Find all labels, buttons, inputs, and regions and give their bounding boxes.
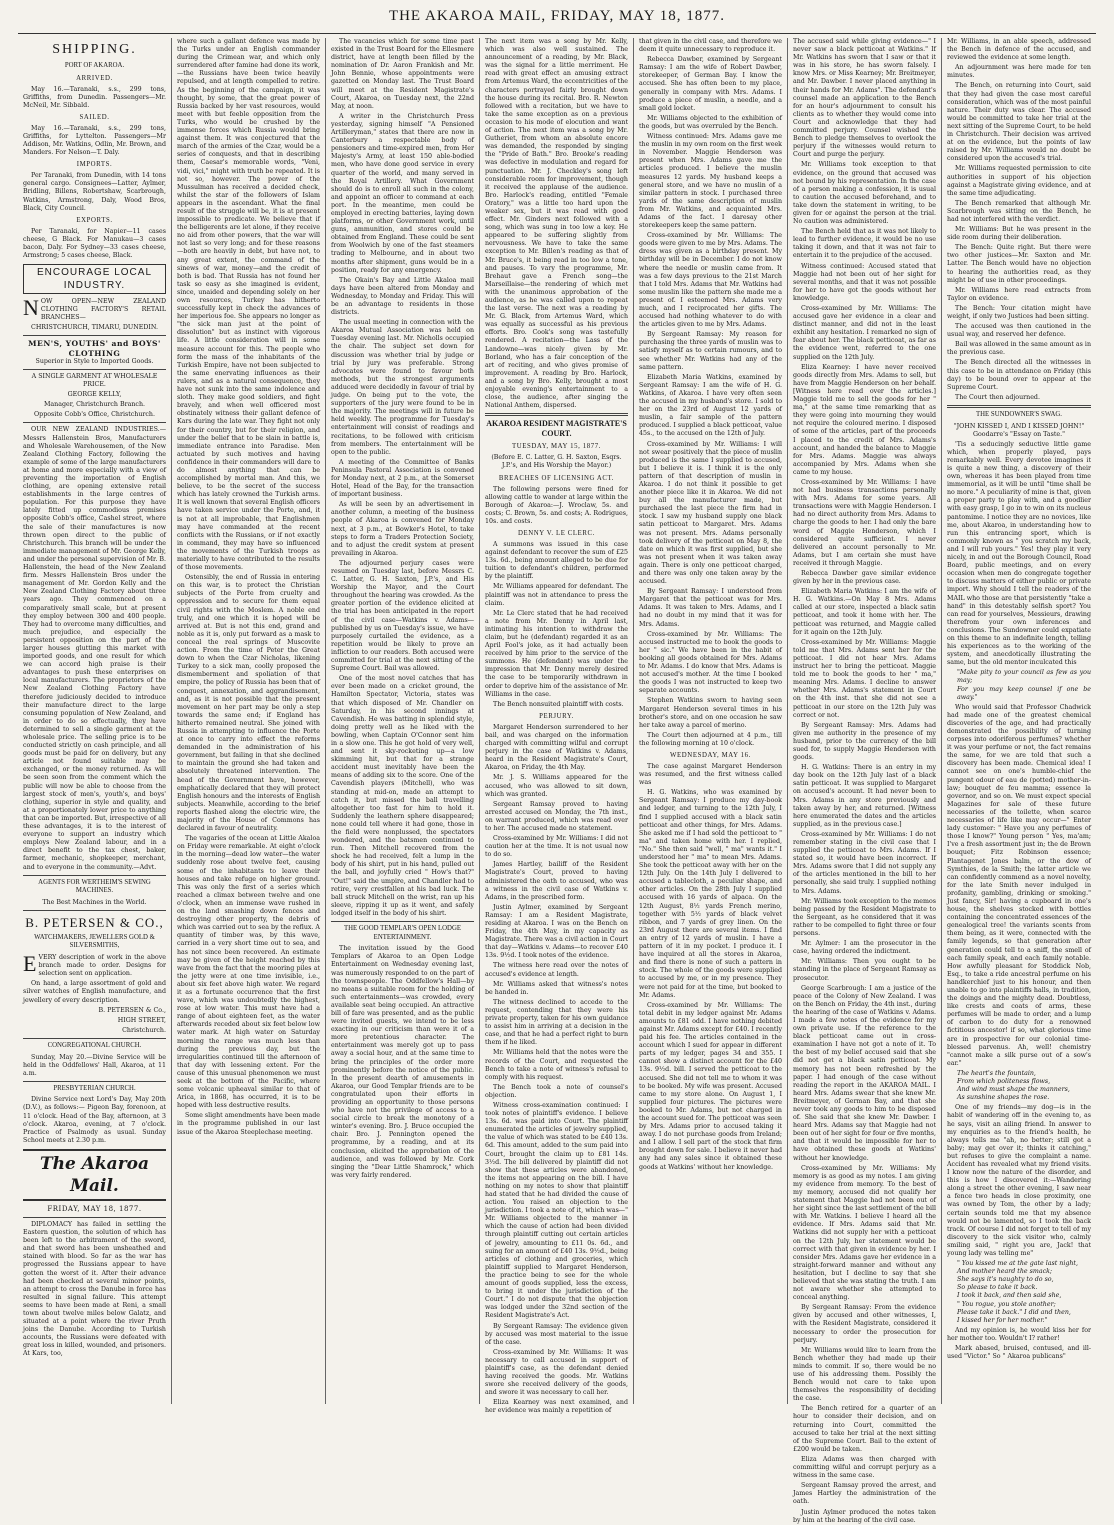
column-1 <box>18 38 172 1404</box>
poem-line: And wind must shape the manners, <box>957 1086 1070 1094</box>
court-text-5d: Witness continued: Mrs. Adams gave me the muslin in my own room on the first week in November. Maggie Henderson was present when Mrs. Adams gave me the articles produced. I believe the muslin measures 12 yards. My husband keeps a general store, and we have no muslin of a similar pattern in stock. I purchased three yards of the same description of muslin from Mr. Watkins, and acquainted Mrs. Adams of the fact. I daresay other storekeepers keep the same pattern. <box>639 133 782 230</box>
newspaper-columns <box>18 38 1096 1524</box>
arrived-heading: ARRIVED. <box>76 74 113 82</box>
court-text-r: Witness cross-examination continued: I took notes of plaintiff's evidence. I believe 13s. 6d. was paid into Court. The plaintiff enumerated the articles of jewelry supplied, the value of which was stated to be £40 13s. 6d. This amount, added to the sum paid into Court, brought the claim up to £81 14s. 3½d. The bill delivered by plaintiff did not show that these articles were abandoned, the items not appearing on the bill. I have nothing on my notes to show that plaintiff had stated that he had divided the cause of action. You raised an objection to the jurisdiction. I took a note of it, which was—" Mr. Williams objected to the manner in which the cause of action had been divided through plaintiff cutting out certain articles of jewelry, amounting to £11 0s. 6d., and suing for an amount of £40 13s. 9½d., being articles of clothing and groceries, which plaintiff supplied to Margaret Henderson, the practice being to see for the whole amount of goods supplied, less the excess, to bring it under the jurisdiction of the Court." I do not dispute that the objection was lodged under the 32nd section of the Resident Magistrate's Act. <box>485 1101 628 1320</box>
every-description-ad <box>23 951 166 978</box>
court-text-f: The Bench nonsuited plaintiff with costs. <box>493 700 624 708</box>
poem-line: " You kissed me at the gate last night, <box>957 1260 1078 1268</box>
court-text-5j: Cross-examined by Mr. Williams: The accused instructed me to book the goods to her " sic." We have been in the habit of booking all goods obtained for Mrs. Adams to Mr. Adams. I do know that Mrs. Adams is not accused's mother. At the time I booked the goods I was not instructed to keep two separate accounts. <box>639 630 782 695</box>
hand-text: On hand, a large assortment of gold and silver watches of English manufacture, and jewellery of every description. <box>23 980 166 1004</box>
court-text-7a: Mr. Williams, in an able speech, addressed the Bench in defence of the accused, and reviewed the evidence at some length. <box>947 38 1091 62</box>
industries-text: OUR NEW ZEALAND INDUSTRIES.—Messrs Hallenstein Bros, Manufacturers and Wholesale Warehousemen, of the New Zealand Clothing Factory, following the example of some of the large manufacturers at home and more especially with a view of preventing the importation of English clothing, are opening extensive retail establishments in the large centres of population. For this purpose they have lately fitted up commodious premises opposite Cobb's office, Cashel street, where the sale of their manufactures is now thrown open direct to the public of Christchurch. This branch will be under the immediate management of Mr. George Kelly, and under the personal supervision of Mr. B. Hallenstein, the head of the New Zealand firm. Messrs Hallenstein Bros under the management of Mr. Gordon Kelly and the New Zealand Clothing Factory about three years ago. They commenced on a comparatively small scale, but at present they employ between 300 and 400 people. They had to overcome many difficulties, and much prejudice, and especially the persistent opposition on the part of the larger houses glutting this market with imported goods, and one result for which we can accord high praise is their advantages to push these enterprises on local manufacturers. The proprietors of the New Zealand Clothing Factory have therefore judiciously decided to introduce their manufacture direct to the large consuming population of New Zealand, and in order to do so effectually, they have determined to sell a single garment at the wholesale price. The selling price is to be conducted strictly on cash principle, and all goods must be paid for on delivery, but any article not found suitable may be exchanged, or the money returned. As will be seen soon from the comment which the public will now be able to choose from the largest stock of men's, youth's, and boys' clothing, superior in style and quality, and at a proportionately lower price to anything that can be imported. But, irrespective of all these advantages, it is to the interest of everyone to support an industry which employs New Zealand labour, and in a direct benefit to the tax chest, baker, farmer, mechanic, shopkeeper, merchant, and to everyone in the community.—Advt. <box>23 426 166 871</box>
court-text-b: The following persons were fined for allowing cattle to wander at large within the Borough of Akaroa:—J. Wroclaw, 5s. and costs; C. Brown, 5s. and costs; A. Rodrigues, 10s. and costs. <box>485 485 628 525</box>
divider <box>23 422 166 423</box>
court-text-6w: Sergeant Ramsay proved the arrest, and James Hartley the administration of the oath. <box>793 1482 936 1506</box>
court-text-6l: H. G. Watkins: There is an entry in my day book on the 12th July last of a black satin petticoat. It was supplied to Margaret on accused's account. It had never been to Mrs. Adams in any store previously and taken away by her, and returned. [Witness here enumerated the dates and the articles supplied, as in the previous case.] <box>793 764 936 828</box>
court-text-6m: Cross-examined by Mr. Williams: I do not remember stating in the civil case that I supplied the petticoat to Mrs. Adams. If I stated so, it would have been incorrect. If Mrs. Adams swore that I did not supply any of the articles mentioned in the bill to her personally, she said truly. I supplied nothing to Mrs. Adams. <box>793 830 936 895</box>
poem-line: I kissed her for her mother." <box>957 1316 1048 1324</box>
divider <box>485 413 628 416</box>
exports-text: Per Taranaki, for Napier—11 cases cheese, G Black. For Manukau—3 cases bacon, Daly. For Sydney—33 cases cheese, Armstrong; 5 cases cheese, Black. <box>23 227 166 259</box>
divider <box>331 921 474 922</box>
port-heading: PORT OF AKAROA. <box>64 62 125 69</box>
divider <box>947 405 1091 408</box>
court-text-6c: The Bench held that as it was not likely to lead to further evidence, it would be no use taking it down, and that it was not fair to entertain it to the prejudice of the accused. <box>793 228 936 260</box>
presbyterian-text: Divine Service next Lord's Day, May 20th (D.V.), as follows:— Pigeon Bay, forenoon, at 11 o'clock. Head of the Bay, afternoon, at 3 o'clock. Akaroa, evening, at 7 o'clock. Practice of Psalmody as usual. Sunday School meets at 2.30 p.m. <box>23 1096 166 1144</box>
court-text-5o: Cross-examined by Mr. Williams: The total debit in my ledger against Mr. Adams amounts to £81 odd. I have nothing debited against Mr. Adams except for £40. I recently paid his fee. The articles contained in the account which I sued for appear in different parts of my ledger, pages 34 and 355. I cannot show a distinct account for the £40 13s. 9½d. bill. I served the petticoat to the accused. She did not tell me to whom it was to be booked. My wife was present. Accused came to my store alone. On August 1, I supplied four pictures. The pictures were booked to Mr. Adams, but not charged in the account sued for. The petticoat was seen by Mrs. Adams prior to accused taking it away. I do not purchase goods from Ireland; and I allow. I sell part of the stock that firm brought down for sale. I believe it never had any had any sales since it obtained these goods at Watkins' without her knowledge. <box>639 1001 782 1171</box>
court-text-l: Justin Aylmer, examined by Sergeant Ramsay: I am a Resident Magistrate, residing at Akaroa. I was on the Bench on Friday, the 4th May, in my capacity as Magistrate. There was a civil action in Court that day—Watkins v. Adams—to recover £40 13s. 9½d. I took notes of the evidence. <box>485 903 628 960</box>
exports-heading: EXPORTS. <box>76 216 113 224</box>
paper-date: FRIDAY, MAY 18, 1877. <box>47 1204 142 1213</box>
court-text-6t: Mr. Williams would like to learn from the Bench whether they had made up their minds to commit. If so, there would be no use of his addressing them. Possibly the Bench would not care to take upon themselves the responsibility of deciding the case. <box>793 1346 936 1403</box>
court-text-5k: Stephen Watkins sworn to having seen Margaret Henderson several times in his brother's store, and on one occasion he saw her take away a parcel of merino. <box>639 697 782 729</box>
petersen-sub: WATCHMAKERS, JEWELLERS GOLD & SILVERSMITHS, <box>34 933 155 950</box>
court-text-6h: Rebecca Dawber gave similar evidence given by her in the previous case. <box>793 570 936 586</box>
entertainment-text: The next item was a song by Mr. Kelly, which was also well sustained. The announcement of a reading, by Mr. Black, was the signal for a little merriment. He read with great effect an amusing extract from Artemus Ward, the eccentricities of the characters portrayed fairly brought down the house during its recital. Bro. R. Newton followed with a recitation, but we have to take the same exception as on a previous occasion to his mode of elocution and want of action. The next item was a song by Mr. Gutheriet, from whom an absolute encore was demanded, the responded by singing the "Pride of Bath." Bro. Brooke's reading was defective in modulation and regard for punctuation. Mr. J. Checkley's song left considerable room for improvement, though it received the applause of the audience. Bro. Harlock's reading, entitled "Female Oratory," was a little too hard upon the weaker sex, but it was read with good effect. Mr. Ginders next followed with a song, which was sung in too low a key. He appeared to be suffering slightly from nervousness. We have to take the same exception to Mr. Billen's reading as that of Mr. Bruce's, it being read in too low a tone, and pauses. To vary the programme, Mr. Brehaut gave a French song—the Marseillaise—the rendering of which met with the unanimous approbation of the audience, as he was called upon to repeat the last verse. The next was a reading by Mr. G. Black, from Artemus Ward, which was equally as successful as his previous efforts. Bro. Cook's song was tastefully rendered. A recitation—the Lass of the Landowne—was nicely given by Mr. Borland, who has a fair conception of the art of reciting, and who gives promise of improvement. A reading by Bro. Harlock, and a song by Bro. Kelly, brought a most enjoyable evening's entertainment to a close, the audience, after singing the National Anthem, dispersed. <box>485 38 628 410</box>
court-text-6f: Eliza Kearney: I have never received goods directly from Mrs. Adams to sell, but have from Maggie Henderson on her behalf. [Witness here read over the articles.] Maggie told me to sell the goods for her " ma," at the same time remarking that as they were going into mourning they would not require the coloured merino. I disposed of some of the articles, part of the proceeds I placed to the credit of Mrs. Adams's account, and handed the balance to Maggie for Mrs. Adams. Maggie was always accompanied by Mrs. Adams when she came to my house. <box>793 363 936 476</box>
swag-text-q: And my opinion is, he would kiss her for her mother too. Wouldn't I? rather! <box>947 1326 1091 1342</box>
court-text-7j: The accused was then cautioned in the usual way, and reserved her defence. <box>947 323 1091 339</box>
poem-line: Please take it back." I did and then, <box>957 1308 1071 1316</box>
diplomacy-text: DIPLOMACY has failed in settling the Eastern question, the solution of which has been left to the arbitrament of the sword, and that sword has been unsheathed and stained with blood. So far as the war has progressed the Russians appear to have gotten the worst of it. After their advance had been checked at several minor points, an attempt to cross the Danube in force has resulted in signal failure. This attempt seems to have been made at Reni, a small town about twelve miles below Galatz, and situated at a point where the river Pruth joins the Danube. According to Turkish accounts, the Russians were defeated with great loss in killed, wounded, and prisoners. At Kars, too, <box>23 1220 166 1358</box>
court-text-6x: Justin Aylmer produced the notes taken by him at the hearing of the civil case. <box>793 1508 936 1524</box>
manager-title: Manager, Christchurch Branch. <box>43 401 145 409</box>
every-dropcap: E <box>23 951 37 977</box>
masthead-title: THE AKAROA MAIL, FRIDAY, MAY 18, 1877. <box>388 8 726 24</box>
court-text-c: A summons was issued in this case against defendant to recover the sum of £25 13s. 6d., being amount alleged to be due for tuition to defendant's children, performed by the plaintiff. <box>485 540 628 581</box>
agents-heading: AGENTS FOR WERTHEIM'S SEWING MACHINES. <box>38 878 151 895</box>
paper-title: The Akaroa Mail. <box>23 1149 166 1201</box>
court-text-6n: Mr. Williams took exception to the memos being passed by the Resident Magistrate to the Sergeant, as he considered that it was rather to be compelled to fight three or four persons. <box>793 897 936 938</box>
court-text-7m: The Court then adjourned. <box>955 393 1040 401</box>
court-text-t: Cross-examined by Mr. Williams: It was necessary to call accused in support of plaintiff's case, as the defendant denied having received the goods. Mr. Watkins swore she received delivery of the goods, and swore it was necessary to call her. <box>485 1348 628 1397</box>
court-text-7i: The Bench: Your citation might have weight, if only two Justices had been sitting. <box>947 304 1091 320</box>
court-text-5h: Cross-examined by Mr. Williams: I will not swear positively that the piece of muslin produced is the same I supplied to accused, but I believe it is. I think it is the only pattern of that description of muslin in Akaroa. I do not think it possible to get another piece like it in Akaroa. We did not buy all the manufacturer made, but purchased the last piece the firm had in stock. I saw my husband supply one black satin petticoat to Margaret. Mrs. Adams was not present. Mrs. Adams personally took delivery of the petticoat on May 8, the date on which it was first supplied, but she was not present when it was taken away again. There is only one petticoat charged, and there was only one taken away by the accused. <box>639 440 782 586</box>
divider <box>23 1081 166 1082</box>
arrived-text: May 16.—Taranaki, s.s., 299 tons, Griffiths, from Dunedin. Passengers—Mr. McNeil, Mr. Sibbald. <box>23 85 166 109</box>
court-text-6g: Cross-examined by Mr. Williams: I have not had business transactions personally with Mrs. Adams for some years. All transactions were with Maggie Henderson. I had no direct authority from Mrs. Adams to charge the goods to her. I had only the bare word of Maggie Henderson, which I considered quite sufficient. I never delivered an account personally to Mr. Adams, but I am certain she must have received it through Maggie. <box>793 478 936 567</box>
traders-society-text: As will be seen by an advertisement in another column, a meeting of the business people of Akaroa is convened for Monday next, at 3 p.m., at Bowker's Hotel, to take steps to form a Traders Protection Society, and to adjust the credit system at present prevailing in Akaroa. <box>331 501 474 557</box>
opposite-line: Opposite Cobb's Office, Christchurch. <box>34 411 155 419</box>
poem-b <box>947 1070 1091 1102</box>
branches-line: CHRISTCHURCH, TIMARU, DUNEDIN. <box>31 324 158 332</box>
wholesale-line: A SINGLE GARMENT AT WHOLESALE PRICE. <box>31 372 158 389</box>
shipping-heading: SHIPPING. <box>52 42 137 57</box>
superior-line: Superior in Style to Imported Goods. <box>35 357 154 365</box>
column-3 <box>326 38 480 1404</box>
court-text-k: James Hartley, bailiff of the Resident Magistrate's Court, proved to having administered the oath to accused, who was a witness in the civil case of Watkins v. Adams, in the prescribed form. <box>485 861 628 901</box>
court-text-h: Mr. J. S. Williams appeared for the accused, who was allowed to sit down, which was granted. <box>485 774 628 798</box>
poem-line: From which politeness flows, <box>957 1078 1051 1086</box>
swag-text-r: Mark abased, bruised, contused, and ill-used "Victor." So " Akaroa publicans" <box>947 1345 1091 1361</box>
court-heading: AKAROA RESIDENT MAGISTRATE'S COURT. <box>486 419 627 439</box>
court-text-5n: H. G. Watkins, who was examined by Sergeant Ramsay: I produce my day-book and ledger, and turning to the 12th July, I find I supplied accused with a black satin petticoat and other things, for Mrs. Adams. She asked me if I had sold the petticoat to " ma" and taken home with her. I replied, "No." She then said "well, " ma" wants it." I understood her " ma" to mean Mrs. Adams. She took the petticoat away with her on the 12th July. On the 14th July I delivered to accused a tablecloth, a peculiar shape, and other articles. On the 28th July I supplied accused with 16 yards of alpaca. On the 12th August, 8½ yards French merino, together with 5½ yards of black velvet ribbon, and 7 yards of grey linen. On the 23rd August there are several items. I find an entry of 12 yards of muslin. I have a pattern of it in my pocket. I produce it. I have inquired at all the stores in Akaroa, and find there is none of such a pattern in stock. The whole of the goods were supplied to accused by me, or in my presence. They were not paid for at the time, but booked to Mr. Adams. <box>639 789 782 999</box>
poem-line: The heart's the fountain, <box>957 1069 1036 1077</box>
court-text-7b: An adjournment was here made for ten minutes. <box>947 64 1091 80</box>
masthead <box>0 0 1114 34</box>
court-text-5a: that given in the civil case, and therefore we deem it quite unnecessary to reproduce it. <box>639 38 782 54</box>
court-text-6b: Mr. Williams took exception to that evidence, on the ground that accused was not bound by his representation. In the case of a person making a confession, it is usual to caution the accused beforehand, and to take down the statement in writing, to be given for or against the person at the trial. No caution was administered. <box>793 161 936 226</box>
divider <box>23 1038 166 1039</box>
court-text-j: Cross-examined by Mr. Williams: I did not caution her at the time. It is not usual now to do so. <box>485 835 628 859</box>
agents-sub: The Best Machines in the World. <box>42 898 147 906</box>
swag-text-n: 'Tis a seducingly seductive little game which, when properly played, pays remarkably well. Every devotee imagines it is quite a new thing, a discovery of their own, whereas it has been played from time immemorial, as it will be until "time shall be no more." A peculiarity of mine is that, given a proper party to play with, and a goodlier with easy grasp, I go in to win on its nucleus pantomime. I notice they are no novices, like me, about Akaroa, in understanding how to run this entrancing sport, which is commonly known as " you scratch my back, and I will rub yours." Yes! they play it very nicely, in and out the Borough Council, Road Board, public meetings, and on every occasion when men do congregate together to discuss matters of either public or private import. Why should I tell the readers of the MAIL who those are that persistently "take a hand" in this detestably selfish sport? You can read for yourselves, Messieurs, drawing therefrom your own inferences and conclusions. The Sundowner could expatiate on this theme to an indefinite length, telling his experiences as to the working of the system, and anecdotically illustrating the same, but the old mentor inculcated this <box>947 440 1091 667</box>
court-text-7e: The Bench remarked that although Mr. Scarbrough was sitting on the Bench, he had not interfered with the verdict. <box>947 199 1091 223</box>
war-text-a: where such a gallant defence was made by the Turks under an English commander during the Crimean war, and which only surrendered after famine had done its work,—the Russians have been twice heavily repulsed, and at length compelled to retire. As the beginning of the campaign, it was thought, by some, that the great power of Russia backed by her vast resources, would meet with but feeble opposition from the Turks, who would be crushed by the immense forces which Russia would bring against them. It was conjectured that the march of the armies of the Czar, would be a series of conquests, and that in describing them, Caesar's memorable words, "Veni, vidi, vici," might with truth be repeated. It is not so, however. The power of the Mussulman has received a decided check, whilst the star of the followers of Islam appears in the ascendant. What the final result of the struggle will be, it is at present impossible to predicate. We believe that if the belligerents are let alone, if they receive no aid from other powers, that the war will not last so very long; and for these reasons—both are heavily in debt, but have not, to any great extent, the command of the sinews of war, money—and the credit of both is bad. That Russia has not found her task so easy as she imagined is evident, since, unaided and depending solely on her own resources, Turkey has hitherto successfully kept in check the advances of her imperious foe. She appears no longer as "the sick man just at the point of dissolution" but as instinct with vigorous life. A little consideration will in some measure account for this. The people who form the mass of the inhabitants of the Turkish Empire, have not been subjected to the same enervating influences as their rulers, and as a natural consequence, they have not sunk into the same indolence and sloth. They make good soldiers, and fight bravely, and when well officered most obstinately witness their gallant defence of Kars during the late war. They fight not only for their country, but for their religion, and under the belief that to be slain in battle is, immediate entrance into Paradise. Men actuated by such motives and having confidence in their commanders will dare to do almost anything that can be accomplished by mortal man. And this, we believe, to be the secret of the success which has lately crowned the Turkish arms. It is well known that several English officers have taken service under the Porte, and, it is not at all improbable, that Englishmen may have commanded at the recent conflicts with the Russians, or if not exactly in command, they may have so influenced the movements of the Turkish troops as materially to have contributed to the results of those movements. <box>177 38 320 572</box>
column-6 <box>788 38 942 1524</box>
now-open-ad <box>23 295 166 322</box>
breaches-heading: BREACHES OF LICENSING ACT. <box>498 474 615 482</box>
divider <box>23 910 166 911</box>
divider <box>23 369 166 370</box>
court-text-6j: Cross-examined by Mr. Williams: Maggie told me that Mrs. Adams sent her for the petticoat. I did not hear Mrs. Adams instruct her to bring the petticoat. Maggie told me to book the goods to her " ma," meaning Mrs. Adams. I decline to answer whether Mrs. Adams's statement in Court on the 4th inst. that she did not see a petticoat in our store on the 12th July was correct or not. <box>793 638 936 719</box>
manager-name: GEORGE KELLY, <box>67 391 122 399</box>
court-text-o: The witness declined to accede to the request, contending that they were his private property, taken for his own guidance to assist him in arriving at a decision in the case, and that he had a perfect right to burn them if he liked. <box>485 998 628 1047</box>
masthead-rule <box>18 33 1096 34</box>
court-text-6v: Eliza Adams was then charged with committing wilful and corrupt perjury as a witness in the same case. <box>793 1455 936 1480</box>
court-text-5l: The Court then adjourned at 4 p.m., till the following morning at 10 o'clock. <box>639 731 782 747</box>
denny-heading: DENNY V. LE CLERC. <box>518 529 595 537</box>
imports-heading: IMPORTS. <box>76 161 113 169</box>
poem-line: As sunshine shapes the rose. <box>957 1094 1050 1102</box>
poem-line: I took it back, and then said she, <box>957 1292 1062 1300</box>
column-4 <box>480 38 634 1415</box>
poem-a <box>947 669 1091 701</box>
court-text-6e: Cross-examined by Mr. Williams: The accused gave her evidence in a clear and distinct manner, and did not in the least exhibit any hesitation. I remarked no sign of fear about her. The black petticoat, as far as the evidence went, referred to the one supplied on the 12th July. <box>793 305 936 361</box>
court-text-6p: Mr. Williams: Then you ought to be standing in the place of Sergeant Ramsay as prosecutor. <box>793 958 936 982</box>
good-templars-heading: THE GOOD TEMPLAR'S OPEN LODGE ENTERTAINMENT. <box>343 925 462 941</box>
divider <box>23 1217 166 1218</box>
court-text-e: Mr. Le Clerc stated that he had received a note from Mr. Denny in April last, intimating his intention to withdraw the claim, but he (defendant) regarded it as an April Fool's joke, as it had actually been received by him prior to the service of the summons. He (defendant) was under the impression that Mr. Denny merely desired the case to be temporarily withdrawn in order to deprive him of the assistance of Mr. Williams in the case. <box>485 609 628 698</box>
court-text-7k: Bail was allowed in the same amount as in the previous case. <box>947 341 1091 357</box>
court-date: TUESDAY, MAY 15, 1877. <box>512 443 601 451</box>
artilleryman-text: A writer in the Christchurch Press yesterday, signing himself "A Pensioned Artilleryman," states that there are now in Canterbury a respectable body of pensioners and time-expired men, from Her Majesty's Army, at least 150 able-bodied men, who have done good service in every quarter of the world, and many served in the Royal Artillery. What Government should do is to enroll all such in the colony, and appoint an officer to command at each port. In the meantime, men could be employed in erecting batteries, laying down platforms, or other Government work, until guns, ammunition, and stores could be obtained from England. These could be sent from Woolwich by one of the fast steamers trading to Melbourne, and in about two months after shipment, guns would be in a position, ready for any emergency. <box>331 112 474 274</box>
petersen-heading: B. PETERSEN & CO., <box>25 914 164 930</box>
poem-line: "Make pity to your council as few as you may; <box>957 669 1091 685</box>
court-text-q: The Bench took a note of counsel's objection. <box>485 1083 628 1099</box>
court-text-i: Sergeant Ramsay proved to having arrested accused on Monday, the 7th inst., on warrant produced, which was read over to her. The accused made no statement. <box>485 800 628 832</box>
swag-sub: "JOHN KISSED I, AND I KISSED JOHN!" Goodarre's "Essay on Taste." <box>953 422 1085 438</box>
column-7 <box>942 38 1096 1404</box>
court-text-d: Mr. Williams appeared for defendant. The plaintiff was not in attendance to press the claim. <box>485 583 628 607</box>
congregational-heading: CONGREGATIONAL CHURCH. <box>47 1041 142 1049</box>
swag-heading: THE SUNDOWNER'S SWAG. <box>976 410 1062 418</box>
wednesday-heading: WEDNESDAY, MAY 16. <box>670 751 751 759</box>
petersen-sign: B. PETERSEN & Co., <box>98 1006 166 1014</box>
poem-line: So please to take it back. <box>957 1284 1038 1292</box>
court-text-5c: Mr. Williams objected to the exhibition of the goods, but was overruled by the Bench. <box>639 114 782 130</box>
mutual-association-text: The usual meeting in connection with the Akaroa Mutual Association was held on Tuesday evening last. Mr. Nicholls occupied the chair. The subject set down for discussion was whether trial by judge or trial by jury was preferable. Strong advocates were found to favour both methods, but the strongest arguments adduced were decidedly in favour of trial by judge. On being put to the vote, the supporters of the jury were found to be in the majority. The meetings will in future be held weekly. The programme for Tuesday's entertainment will consist of readings and recitations, to be followed with criticism from members. The entertainment will be open to the public. <box>331 319 474 456</box>
mail-days-text: The Okain's Bay and Little Akaloa mail days have been altered from Monday and Wednesday, to Monday and Friday. This will be an advantage to residents in those districts. <box>331 276 474 317</box>
court-text-6q: George Scarbrough: I am a justice of the peace of the Colony of New Zealand. I was on the Bench on Friday, the 4th inst., during the hearing of the case of Watkins v. Adams. I made a few notes of the evidence for my own private use. If the reference to the black petticoat came out in cross-examination I have not got a note of it. To the best of my belief accused said that she did not get a black satin petticoat. My memory has not been refreshed by the paper. I had enough of the case without reading the report in the AKAROA MAIL. I heard Mrs. Adams swear that she knew Mr. Breitmeyer, of German Bay, and that she never took any goods to him to be disposed of. She said that she knew Mr. Dawber. I heard Mrs. Adams say that Maggie had not been out of her sight for four or five months, and that it would be impossible for her to have obtained these goods at Watkins' without her knowledge. <box>793 984 936 1162</box>
court-text-5g: Elizabeth Maria Watkins, examined by Sergeant Ramsay: I am the wife of H. G. Watkins, of Akaroa. I have very often seen the accused in my husband's store. I sold to her on the 23rd of August 12 yards of muslin, a fair sample of the pattern produced. I supplied a black petticoat, value 45s., to the accused on the 12th of July. <box>639 373 782 438</box>
court-text-u: Eliza Kearney was next examined, and her evidence was mainly a repetition of <box>485 1399 628 1415</box>
now-open-text: OW OPEN—NEW ZEALAND CLOTHING FACTORY'S RETAIL BRANCHES— <box>40 298 166 322</box>
court-text-6u: The Bench retired for a quarter of an hour to consider their decision, and on returning into Court, committed the accused to take her trial at the next sitting of the Supreme Court. Bail to the extent of £200 would be taken. <box>793 1405 936 1453</box>
perjury-cases-text: The adjourned perjury cases were resumed on Tuesday last, before Messrs C. C. Latter, G. H. Saxton, J.P.'s, and His Worship the Mayor, and the Court throughout the hearing was crowded. As the greater portion of the evidence elicited at the trial has been anticipated in the report of the civil case—Watkins v. Adams—published by us on Tuesday's issue, we have purposely curtailed the evidence, as a repetition would be likely to prove an infliction to our readers. Both accused were committed for trial at the next sitting of the Supreme Court. Bail was allowed. <box>331 559 474 673</box>
court-text-5i: By Sergeant Ramsay: I understood from Margaret that the petticoat was for Mrs. Adams. It was taken to Mrs. Adams, and I had no doubt in my mind that it was for Mrs. Adams. <box>639 588 782 628</box>
court-text-7g: The Bench: Quite right. But there were two other justices—Mr. Saxton and Mr. Latter. The Bench would have no objection to hearing the authorities read, as they might be of use in other proceedings. <box>947 244 1091 284</box>
swag-text-o: Who would said that Professor Chadwick had made one of the greatest chemical discoveries of the age, and had practically demonstrated the possibility of turning corpses into odoriferous perfumes? whether it was your perfume or not, the fact remains the same, for we are told that such a discovery has been made. Chemical idea! I cannot see on one's humble-chief the pungent odour of eau de (potted) mother-in-law; bouquet de feu mamma; essence la governor, and so on. We must expect special Magazines for sale of these future necessaries of the toilette, when scarce necessaries of life like may occur—" Enter lady customer: " Have you any perfumes of those I know?" Young person " Yes, ma'am; I've a fresh assortment just in; the de Brown bouquet; Fitz Robinson essence; Plantagenet Jones balm, or the dow of Symthies, de la Smith; the latter article we can confidently commend as a novel novelty, for the late Smith never indulged in profanity, gambling, drinking or smoking." Just fancy, Sir! having a cupboard in one's house, the shelves stocked with bottles containing the concentrated essences of the genealogical tree! the variants scents from them being, as it were, connected with the family legends, so that generation after generation could tell to a sniff, the smell of each family speak, and each family notable. How awfully pleasant for Stoddick Nob, Esq., to take a ride ancestral perfume on his handkerchief just to his honour, and then unable to go into plaintiffs halls, in tradition, the doings and the mighty dead. Doubtless, like crests and coats of arms, these perfumes will be made to order, and a lump of carbon to do duty for a renowned fictitious ancestor! if so, what glorious time are in prospective for our colonial time-blessed parvenus. Ah, well! chemistry "cannot make a silk purse out of a sow's ear." <box>947 703 1091 1067</box>
pastoral-association-text: A meeting of the Committee of Banks Peninsula Pastoral Association is convened for Monday next, at 2 p.m., at the Somerset Hotel, Head of the Bay, for the transaction of important business. <box>331 458 474 499</box>
poem-c <box>947 1260 1091 1325</box>
court-text-7c: The Bench, on returning into Court, said that they had given the case most careful consideration, which was of the most painful nature. Their duty was clear. The accused would be committed to take her trial at the next sitting of the Supreme Court, to be held in Christchurch. Their decision was arrived at on the evidence, but the points of law raised by Mr. Williams would no doubt be considered upon the accused's trial. <box>947 82 1091 163</box>
poem-line: And mother heard the smack; <box>957 1268 1053 1276</box>
congregational-text: Sunday, May 20.—Divine Service will be held in the Oddfellows' Hall, Akaroa, at 11 a.m. <box>23 1053 166 1077</box>
court-text-5f: By Sergeant Ramsay: My reason for purchasing the three yards of muslin was to satisfy myself as to certain rumours, and to see whether Mr. Watkins had any of the same pattern. <box>639 331 782 371</box>
court-text-6a: The accused said while giving evidence—" I never saw a black petticoat at Watkins." If Mr. Watkins has sworn that I saw or that it was in his store, he has sworn falsely. I know Mrs. or Miss Kearney; Mr. Breitmeyer, and Mr. Dawber. I never placed anything in their hands for Mr. Adams". The defendant's counsel made an application to the Bench for an hour's adjournment to consult his clients as to whether they would come into Court and acknowledge that they had committed perjury. Counsel wished the Bench to pledge themselves to overlook the perjury if the witnesses would return to Court and purge the perjury. <box>793 38 936 159</box>
swag-text-p: One of my friends—my dog—is in the habit of wandering off in the evening to, as he says, visit an ailing friend. In answer to my enquiries as to the friend's health, he always tells me "ah, no better; still got a baby; may get over it; thinks it catching," but refuses to give the complaint a name. Accident has revealed what my friend visits. I know now the nature of the disorder, and this is how I discovered it:—Wandering along a street the other evening, I saw near a fence two heads in close proximity, one was owned by Tom, the other by a lady; certain sounds told me that my absence would not be lamented, so I took the back track. Of course I did not forget to tell of my discovery to the sick visitor who, calmly smiling said, " right you are, Jack! that young lady was telling me" <box>947 1104 1091 1257</box>
good-templars-text: The invitation issued by the Good Templars of Akaroa to an Open Lodge Entertainment on Wednesday evening last, was numerously responded to on the part of the townspeople. The Oddfellow's Hall—by no means a suitable room for the holding of such entertainments—was crowded, every available seat being occupied. An attractive bill of fare was presented, and as the public were invited guests, we intend to be less exacting in our criticism than were it of a more pretentious character. The entertainment was merely got up to pass away a social hour, and at the same time to bring the principles of the order more prominently before the notice of the public. In the present dearth of amusements in Akaroa, our Good Templar friends are to be congratulated upon their efforts in providing an opportunity to those persons who have not the privilege of access to a social circle to break the monotony of a winter's evening. Bro. J. Bruce occupied the chair. Bro. J. Pennington opened the programme, by a reading, and at its conclusion, elicited the approbation of the audience, and was followed by Mr. Cork singing the "Dear Little Shamrock," which was very fairly rendered. <box>331 945 474 1179</box>
court-text-5e: Cross-examined by Mr. Williams: The goods were given to me by Mrs. Adams. The dress was given as a birthday present. My birthday will be in December. I do not know where the needle or muslin came from. It was a few days previous to the 21st March that I told Mrs. Adams that Mr. Watkins had some muslin like the pattern she made me a present of. I esteemed Mrs. Adams very much, and I reciprocated her gifts. The accused had nothing whatever to do with the articles given to me by Mrs. Adams. <box>639 232 782 329</box>
encourage-heading: ENCOURAGE LOCAL INDUSTRY. <box>23 264 166 294</box>
poem-line: She says it's naughty to do so, <box>957 1276 1054 1284</box>
court-text-6s: By Sergeant Ramsay: From the evidence given by accused and other witnesses, I, with the Resident Magistrate, considered it necessary to order the prosecution for perjury. <box>793 1304 936 1344</box>
court-before: (Before E. C. Latter, G. H. Saxton, Esqrs. J.P.'s, and His Worship the Mayor.) <box>491 454 622 470</box>
court-text-7h: Mr. Williams here read extracts from Taylor on evidence. <box>947 286 1091 302</box>
court-text-7l: The Bench directed all the witnesses in this case to be in attendance on Friday (this day) to be bound over to appear at the Supreme Court. <box>947 359 1091 391</box>
now-open-dropcap: N <box>23 295 39 321</box>
column-2 <box>172 38 326 1404</box>
sailed-heading: SAILED. <box>79 113 110 121</box>
divider <box>23 335 166 336</box>
court-text-6i: Elizabeth Maria Watkins: I am the wife of H. G. Watkins.—On May 8 Mrs. Adams called at our store, inspected a black satin petticoat, and took it home with her. The petticoat was returned, and Maggie called for it again on the 12th July. <box>793 588 936 636</box>
steeplechase-text: Some slight amendments have been made in the programme published in our last issue of the Akaroa Steeplechase meeting. <box>177 1112 320 1136</box>
presbyterian-heading: PRESBYTERIAN CHURCH. <box>53 1084 136 1092</box>
sailed-text: May 16.—Taranaki, s.s., 299 tons, Griffiths, for Lyttelton. Passengers—Mr Addison, Mr. Watkins, Odlin, Mr. Brown, and Manders. For Nelson—T. Daly. <box>23 124 166 157</box>
trust-board-text: The vacancies which for some time past existed in the Trust Board for the Ellesmere district, have at length been filled by the nomination of Dr. Aaron Frankish and Mr. John Bennie, whose appointments were gazetted on Monday last. The Trust Board will meet at the Resident Magistrate's Court, Akaroa, on Tuesday next, the 22nd May, at noon. <box>331 38 474 110</box>
mens-clothing-heading: MEN'S, YOUTHS' and BOYS' CLOTHING <box>28 339 161 358</box>
high-street: HIGH STREET, <box>117 1016 166 1024</box>
every-text: VERY description of work in the above branch made to order. Designs for selection sent on application. <box>38 954 166 978</box>
court-text-6o: Mr. Aylmer: I am the prosecutor in the case, having ordered the indictment. <box>793 940 936 956</box>
court-text-n: Mr. Williams asked that witness's notes be handed in. <box>485 980 628 996</box>
court-text-6r: Cross-examined by Mr. Williams: My memory is as good as my notes. I am giving my evidence from memory. To the best of my memory, accused did not qualify her statement that Maggie had not been out of her sight since the last settlement of the bill with Mr. Watkins. I believe I heard all the evidence. If Mrs. Adams said that Mr. Watkins did not supply her with a petticoat on the 12th July, her statement would be correct with that given in evidence by her. I consider Mrs. Adams gave her evidence in a straight-forward manner and without any hesitation, but I decline to say that she believed that she was stating the truth. I am not aware whether she attempted to conceal anything. <box>793 1164 936 1302</box>
perjury-heading: PERJURY. <box>539 712 574 720</box>
court-text-5m: The case against Margaret Henderson was resumed, and the first witness called was <box>639 762 782 787</box>
divider <box>23 875 166 876</box>
court-text-7d: Mr. Williams requested permission to cite authorities in support of his objection against a Magistrate giving evidence, and at the same time adjudicating. <box>947 165 1091 197</box>
court-text-6d: Witness continued: Accused stated that Maggie had not been out of her sight for several months, and that it was not possible for her to have got the goods without her knowledge. <box>793 262 936 302</box>
court-text-7f: Mr. Williams: But he was present in the side room during their deliberation. <box>947 226 1091 242</box>
court-text-p: Mr. Williams held that the notes were the records of the Court, and requested the Bench to take a note of witness's refusal to comply with his request. <box>485 1049 628 1081</box>
cricket-catch-text: One of the most novel catches that has ever been made on a cricket ground, the Hamilton Spectator, Victoria, states was that which disposed of Mr. Chandler on Saturday, in his second innings at Cavendish. He was batting in splendid style, doing pretty well as he liked with the bowling, when Captain O'Connor sent him in a slow one. This he got hold of very well, and sent it sky-rocketing up—a low skimming hit, but that for a strange accident must inevitably have been the means of adding six to the score. One of the Cavendish players (Mitchell), who was standing at mid-on, made an attempt to catch it, but missed the ball travelling altogether too fast for him to hold it. Suddenly the leathern sphere disappeared; none could tell where it had gone, those in the field were nonplussed, the spectators wondered, and the batsmen continued to run. Then Mitchell recovered from the shock he had received, felt a lump in the body of his shirt, put in his hand, pulled out the ball, and joyfully cried " How's that?" "Out!" said the umpire, and Chandler had to retire, very crestfallen at his bad luck. The ball struck Mitchell on the wrist, ran up his sleeve, ripping it up as it went, and safely lodged itself in the body of his shirt. <box>331 675 474 917</box>
war-text-b: Ostensibly, the end of Russia in entering on this war, is to protect the Christian subjects of the Porte from cruelty and oppression and to secure for them equal civil rights with the Moslem. A noble end truly, and one which it is hoped will be arrived at. But is not this end, grand and noble as it is, only put forward as a mask to conceal the real springs of Muscovite action. From the time of Peter the Great down to when the Czar Nicholas, likening Turkey to a sick man, coolly proposed the dismemberment and spoliation of that empire, the policy of Russia has been that of conquest, annexation, and aggrandisement, and, as it is not possible that the present movement on her part may be only a step towards the same end; if England has hitherto remained neutral. She joined with Russia in attempting to influence the Porte at once to carry into effect the reforms demanded in the administration of his government, but failing in that she declined to maintain the ground she had taken and absolutely threatened intervention. The head of the Government have, however, emphatically declared that they will protect English honours and the interests of English subjects. Meanwhile, according to the brief reports flashed along the electric wire, the majority of the House of Commons has declared in favour of neutrality. <box>177 574 320 833</box>
imports-text: Per Taranaki, from Dunedin, with 14 tons general cargo. Consignees—Latter, Aylmer, Bridling, Billens, Robertshaw, Scarbrough, Watkins, Armstrong, Daly, Wood Bros, Black, City Council. <box>23 172 166 212</box>
ocean-text: The vagaries of the ocean at Little Akaloa on Friday were remarkable. At eight o'clock in the morning—dead low water—the water suddenly rose about twelve feet, causing some of the inhabitants to leave their houses and take refuge on higher ground. This was only the first of a series which reached a climax between twelve and one o'clock, when an immense wave rushed in on the land smashing down fences and destroying other property, the debris of which was carried out to sea by the reflux. A quantity of timber was, by this wave, carried in a very short time out to sea, and has not since been recovered. An estimate may be given of the height reached by this wave from the fact that the mooring piles at the jetty were at one time invisible, i.e., about six feet above high water. We regard it as a fortunate occurrence that the first wave, which was undoubtedly the highest, rose at low water. This must have had a range of about eighteen feet, as the water afterwards receded about six feet below low water mark. At high water on Saturday morning the range was much less than during the previous day, but the irregularities continued till the afternoon of that day with lessening extent. For the cause of this unusual phenomenon we must seek at the bottom of the Pacific, where some volcanic upheaval similar to that of Arica, in 1868, has occurred, it is to be hoped with less destructive results. <box>177 835 320 1110</box>
court-text-5b: Rebecca Dawber, examined by Sergeant Ramsay: I am the wife of Robert Dawber, storekeeper, of German Bay. I know the accused. She has often been to my place, generally in company with Mrs. Adams. I produce a piece of muslin, a needle, and a small gold locket. <box>639 56 782 112</box>
court-text-g: Margaret Henderson surrendered to her bail, and was charged on the information charged with committing wilful and corrupt perjury in the case of Watkins v. Adams, heard in the Resident Magistrate's Court, Akaroa, on Friday, the 4th May. <box>485 723 628 772</box>
column-5 <box>634 38 788 1404</box>
christchurch-line: Christchurch. <box>122 1026 166 1034</box>
poem-line: For you may keep counsel if one be away." <box>957 685 1091 701</box>
court-text-m: The witness here read over the notes of accused's evidence at length. <box>485 962 628 978</box>
court-text-s: By Sergeant Ramsay: The evidence given by accused was most material to the issue of the case. <box>485 1322 628 1346</box>
court-text-6k: By Sergeant Ramsay: Mrs. Adams had given me authority in the presence of my husband, prior to the currency of the bill sued for, to supply Maggie Henderson with goods. <box>793 721 936 762</box>
poem-line: " You rogue, you stole another; <box>957 1300 1056 1308</box>
